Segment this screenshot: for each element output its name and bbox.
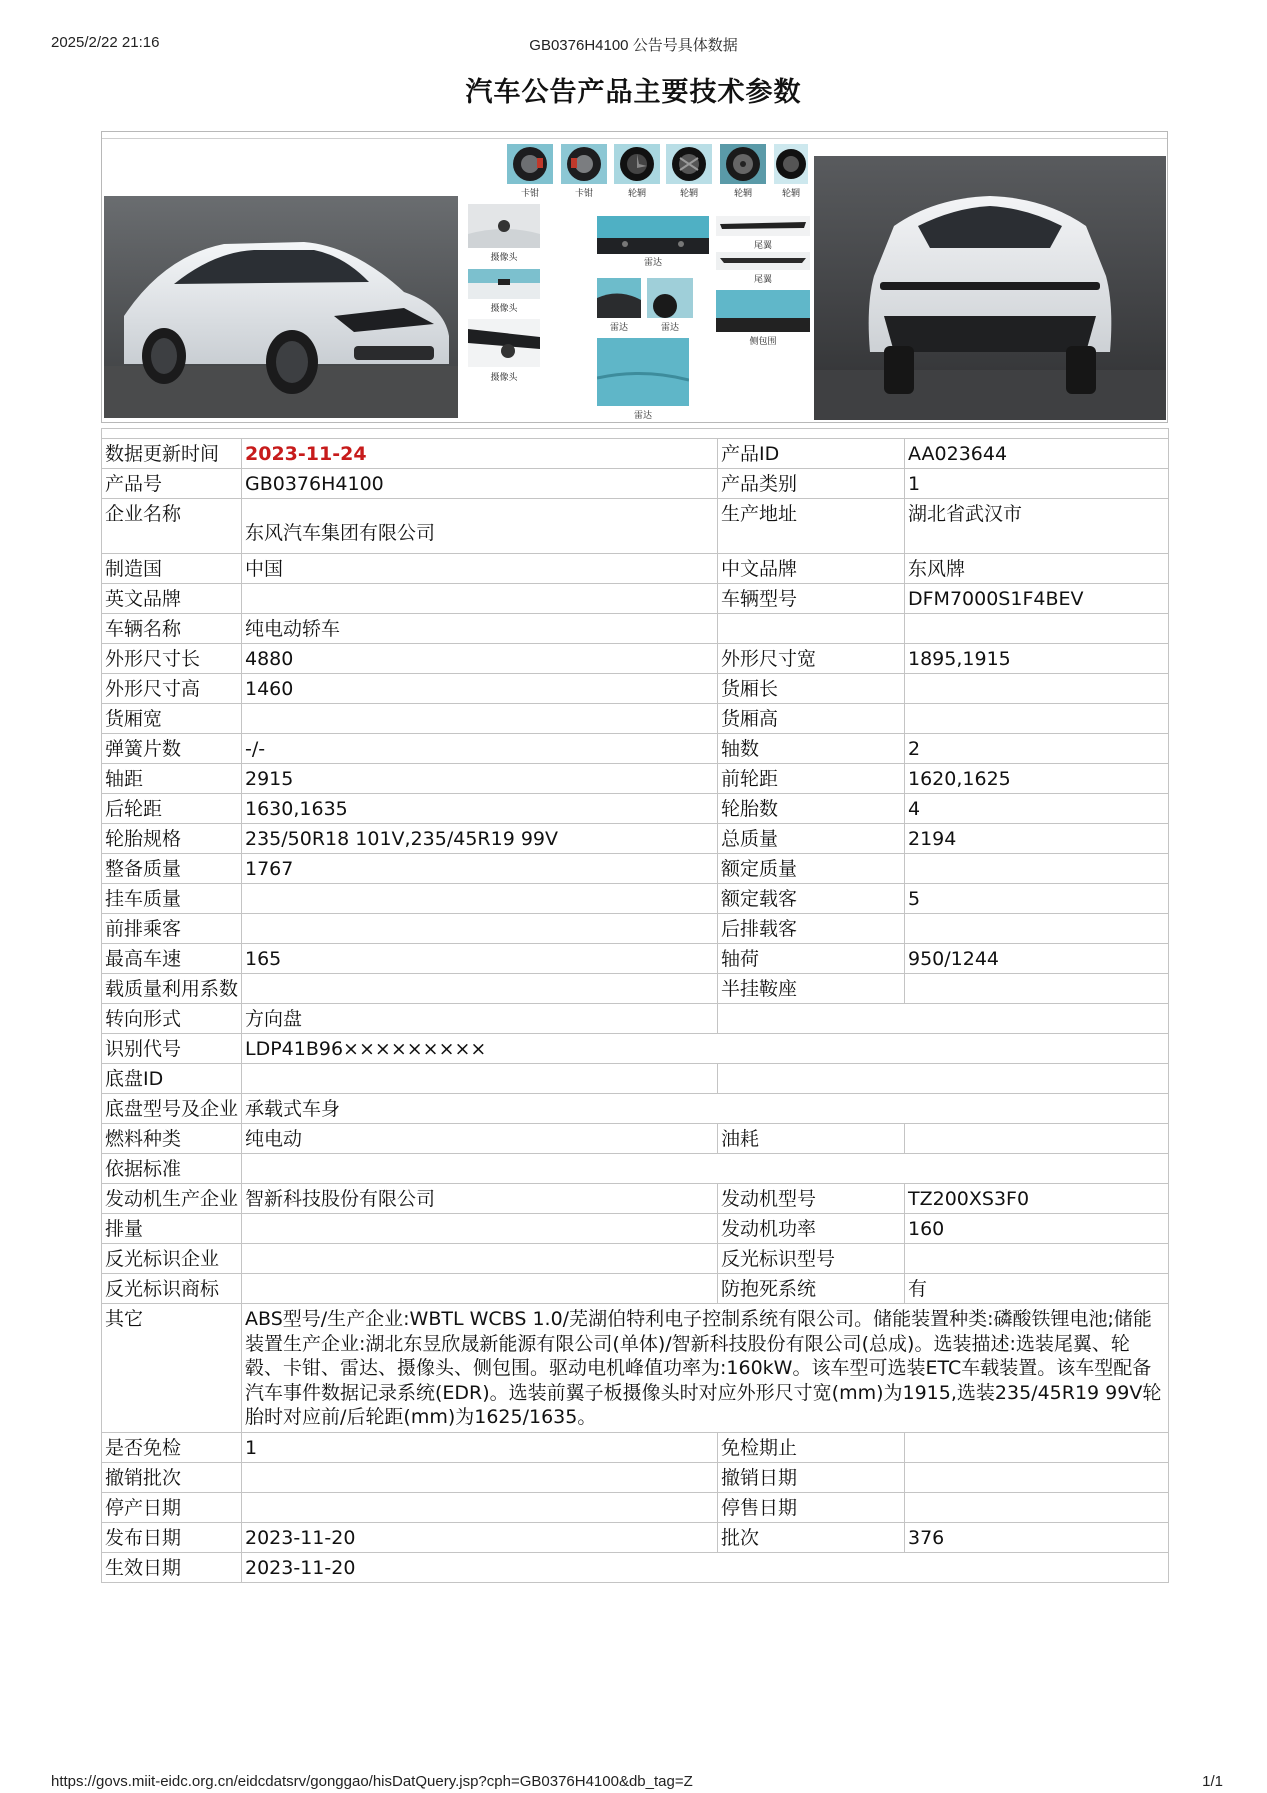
table-row xyxy=(102,1274,1169,1304)
table-row xyxy=(102,1492,1169,1522)
label-reflector-maker: 反光标识企业 xyxy=(102,1244,242,1274)
label-revoke-date: 撤销日期 xyxy=(718,1462,905,1492)
label-displacement: 排量 xyxy=(102,1214,242,1244)
value-standard xyxy=(242,1154,1169,1184)
label-brand-en: 英文品牌 xyxy=(102,584,242,614)
table-row xyxy=(102,824,1169,854)
value-springs: -/- xyxy=(242,734,718,764)
table-row xyxy=(102,1154,1169,1184)
rim-thumb-3 xyxy=(720,144,766,184)
detail-thumbnails xyxy=(464,144,810,421)
caption-caliper-1: 卡钳 xyxy=(520,189,539,199)
caption-radar-2: 雷达 xyxy=(609,323,628,333)
label-box-length: 货厢长 xyxy=(718,674,905,704)
radar-thumb-1 xyxy=(597,216,709,254)
value-axles: 2 xyxy=(905,734,1169,764)
caption-wing-1: 尾翼 xyxy=(753,241,772,251)
label-axle-load: 轴荷 xyxy=(718,944,905,974)
table-row xyxy=(102,704,1169,734)
caption-rim-3: 轮辋 xyxy=(733,189,752,199)
table-row xyxy=(102,439,1169,469)
caption-camera-3: 摄像头 xyxy=(490,373,518,383)
value-exempt: 1 xyxy=(242,1432,718,1462)
label-curb-mass: 整备质量 xyxy=(102,854,242,884)
value-update-time: 2023-11-24 xyxy=(242,439,718,469)
label-product-no: 产品号 xyxy=(102,469,242,499)
label-revoke-batch: 撤销批次 xyxy=(102,1462,242,1492)
table-row xyxy=(102,1184,1169,1214)
value-company: 东风汽车集团有限公司 xyxy=(242,499,718,554)
label-height: 外形尺寸高 xyxy=(102,674,242,704)
caption-caliper-2: 卡钳 xyxy=(574,189,593,199)
radar-thumb-4 xyxy=(597,338,689,406)
label-rated-passengers: 额定载客 xyxy=(718,884,905,914)
label-rear-track: 后轮距 xyxy=(102,794,242,824)
value-box-length xyxy=(905,674,1169,704)
label-box-width: 货厢宽 xyxy=(102,704,242,734)
rim-thumb-4 xyxy=(774,144,808,184)
value-product-id: AA023644 xyxy=(905,439,1169,469)
label-stop-prod: 停产日期 xyxy=(102,1492,242,1522)
label-front-passengers: 前排乘客 xyxy=(102,914,242,944)
table-row xyxy=(102,469,1169,499)
value-stop-sale xyxy=(905,1492,1169,1522)
value-effective: 2023-11-20 xyxy=(242,1552,1169,1582)
table-row xyxy=(102,974,1169,1004)
value-chassis-model: 承载式车身 xyxy=(242,1094,1169,1124)
value-rated-mass xyxy=(905,854,1169,884)
value-country: 中国 xyxy=(242,554,718,584)
value-steering: 方向盘 xyxy=(242,1004,718,1034)
caption-rim-4: 轮辋 xyxy=(781,189,800,199)
table-row xyxy=(102,914,1169,944)
table-row xyxy=(102,1552,1169,1582)
label-exempt: 是否免检 xyxy=(102,1432,242,1462)
label-abs: 防抱死系统 xyxy=(718,1274,905,1304)
table-row xyxy=(102,764,1169,794)
wing-thumb-1 xyxy=(716,216,810,236)
value-rear-track: 1630,1635 xyxy=(242,794,718,824)
value-saddle xyxy=(905,974,1169,1004)
value-revoke-batch xyxy=(242,1462,718,1492)
page-title: 汽车公告产品主要技术参数 xyxy=(465,77,802,108)
rim-thumb-1 xyxy=(614,144,660,184)
value-vin: LDP41B96××××××××× xyxy=(242,1034,1169,1064)
side-skirt-thumb xyxy=(716,290,810,332)
footer-url: https://govs.miit-eidc.org.cn/eidcdatsrv/gonggao/hisDatQuery.jsp?cph=GB0376H4100&db_tag=Z xyxy=(51,1773,693,1790)
label-engine-model: 发动机型号 xyxy=(718,1184,905,1214)
value-publish: 2023-11-20 xyxy=(242,1522,718,1552)
label-tyre-count: 轮胎数 xyxy=(718,794,905,824)
label-engine-maker: 发动机生产企业 xyxy=(102,1184,242,1214)
value-displacement xyxy=(242,1214,718,1244)
value-box-width xyxy=(242,704,718,734)
label-vin: 识别代号 xyxy=(102,1034,242,1064)
table-row xyxy=(102,1094,1169,1124)
value-height: 1460 xyxy=(242,674,718,704)
value-product-no: GB0376H4100 xyxy=(242,469,718,499)
value-gross-mass: 2194 xyxy=(905,824,1169,854)
value-length: 4880 xyxy=(242,644,718,674)
value-front-passengers xyxy=(242,914,718,944)
label-box-height: 货厢高 xyxy=(718,704,905,734)
value-front-track: 1620,1625 xyxy=(905,764,1169,794)
table-row xyxy=(102,734,1169,764)
label-top-speed: 最高车速 xyxy=(102,944,242,974)
label-rear-passengers: 后排载客 xyxy=(718,914,905,944)
label-consumption: 油耗 xyxy=(718,1124,905,1154)
value-abs: 有 xyxy=(905,1274,1169,1304)
label-load-factor: 载质量利用系数 xyxy=(102,974,242,1004)
table-row xyxy=(102,1214,1169,1244)
value-brand-cn: 东风牌 xyxy=(905,554,1169,584)
caption-wing-2: 尾翼 xyxy=(753,275,772,285)
value-box-height xyxy=(905,704,1169,734)
print-header-title: GB0376H4100 公告号具体数据 xyxy=(529,37,738,54)
label-exempt-until: 免检期止 xyxy=(718,1432,905,1462)
label-category: 产品类别 xyxy=(718,469,905,499)
caption-camera-1: 摄像头 xyxy=(490,253,518,263)
label-chassis-model: 底盘型号及企业 xyxy=(102,1094,242,1124)
value-stop-prod xyxy=(242,1492,718,1522)
caption-rim-2: 轮辋 xyxy=(679,189,698,199)
value-width: 1895,1915 xyxy=(905,644,1169,674)
table-row xyxy=(102,499,1169,554)
value-consumption xyxy=(905,1124,1169,1154)
label-effective: 生效日期 xyxy=(102,1552,242,1582)
value-fuel: 纯电动 xyxy=(242,1124,718,1154)
value-chassis-id xyxy=(242,1064,718,1094)
table-row xyxy=(102,944,1169,974)
value-engine-model: TZ200XS3F0 xyxy=(905,1184,1169,1214)
camera-thumb-2 xyxy=(468,269,540,299)
footer-page-number: 1/1 xyxy=(1202,1773,1223,1790)
value-address: 湖北省武汉市 xyxy=(905,499,1169,554)
table-row xyxy=(102,584,1169,614)
camera-thumb-3 xyxy=(468,319,540,367)
label-tyre-spec: 轮胎规格 xyxy=(102,824,242,854)
value-load-factor xyxy=(242,974,718,1004)
value-top-speed: 165 xyxy=(242,944,718,974)
caption-side-skirt: 侧包围 xyxy=(749,337,777,347)
value-trailer-mass xyxy=(242,884,718,914)
label-country: 制造国 xyxy=(102,554,242,584)
label-other: 其它 xyxy=(102,1304,242,1433)
value-engine-power: 160 xyxy=(905,1214,1169,1244)
caption-rim-1: 轮辋 xyxy=(627,189,646,199)
table-row xyxy=(102,1432,1169,1462)
value-other: ABS型号/生产企业:WBTL WCBS 1.0/芜湖伯特利电子控制系统有限公司。储能装置种类:磷酸铁锂电池;储能装置生产企业:湖北东昱欣晟新能源有限公司(单体)/智新科技股份有限公司(总成)。选装描述:选装尾翼、轮毂、卡钳、雷达、摄像头、侧包围。驱动电机峰值功率为:160kW。该车型可选装ETC车载装置。该车型配备汽车事件数据记录系统(EDR)。选装前翼子板摄像头时对应外形尺寸宽(mm)为1915,选装235/45R19 99V轮胎时对应前/后轮距(mm)为1625/1635。 xyxy=(242,1304,1169,1433)
label-width: 外形尺寸宽 xyxy=(718,644,905,674)
table-row xyxy=(102,1304,1169,1433)
value-reflector-maker xyxy=(242,1244,718,1274)
camera-thumb-1 xyxy=(468,204,540,248)
table-row xyxy=(102,554,1169,584)
value-reflector-mark xyxy=(242,1274,718,1304)
label-update-time: 数据更新时间 xyxy=(102,439,242,469)
radar-thumb-3 xyxy=(647,278,693,318)
caption-radar-3: 雷达 xyxy=(660,323,679,333)
value-exempt-until xyxy=(905,1432,1169,1462)
caliper-thumb-1 xyxy=(507,144,553,184)
table-row xyxy=(102,674,1169,704)
wing-thumb-2 xyxy=(716,252,810,270)
rim-thumb-2 xyxy=(666,144,712,184)
table-row xyxy=(102,854,1169,884)
table-row xyxy=(102,644,1169,674)
value-tyre-spec: 235/50R18 101V,235/45R19 99V xyxy=(242,824,718,854)
label-rated-mass: 额定质量 xyxy=(718,854,905,884)
label-company: 企业名称 xyxy=(102,499,242,554)
table-row xyxy=(102,1034,1169,1064)
label-reflector-mark: 反光标识商标 xyxy=(102,1274,242,1304)
label-steering: 转向形式 xyxy=(102,1004,242,1034)
label-brand-cn: 中文品牌 xyxy=(718,554,905,584)
label-trailer-mass: 挂车质量 xyxy=(102,884,242,914)
label-springs: 弹簧片数 xyxy=(102,734,242,764)
caption-radar-1: 雷达 xyxy=(643,258,662,268)
value-axle-load: 950/1244 xyxy=(905,944,1169,974)
label-front-track: 前轮距 xyxy=(718,764,905,794)
label-chassis-id: 底盘ID xyxy=(102,1064,242,1094)
value-wheelbase: 2915 xyxy=(242,764,718,794)
value-engine-maker: 智新科技股份有限公司 xyxy=(242,1184,718,1214)
label-saddle: 半挂鞍座 xyxy=(718,974,905,1004)
value-batch: 376 xyxy=(905,1522,1169,1552)
label-axles: 轴数 xyxy=(718,734,905,764)
label-reflector-model: 反光标识型号 xyxy=(718,1244,905,1274)
value-rear-passengers xyxy=(905,914,1169,944)
car-front-photo xyxy=(104,196,458,418)
label-wheelbase: 轴距 xyxy=(102,764,242,794)
table-row xyxy=(102,1462,1169,1492)
label-length: 外形尺寸长 xyxy=(102,644,242,674)
label-gross-mass: 总质量 xyxy=(718,824,905,854)
label-standard: 依据标准 xyxy=(102,1154,242,1184)
table-row xyxy=(102,614,1169,644)
radar-thumb-2 xyxy=(597,278,641,318)
table-row xyxy=(102,1124,1169,1154)
label-engine-power: 发动机功率 xyxy=(718,1214,905,1244)
label-publish: 发布日期 xyxy=(102,1522,242,1552)
caption-camera-2: 摄像头 xyxy=(490,304,518,314)
caption-radar-4: 雷达 xyxy=(633,411,652,421)
label-model: 车辆型号 xyxy=(718,584,905,614)
caliper-thumb-2 xyxy=(561,144,607,184)
label-product-id: 产品ID xyxy=(718,439,905,469)
value-rated-passengers: 5 xyxy=(905,884,1169,914)
value-reflector-model xyxy=(905,1244,1169,1274)
value-tyre-count: 4 xyxy=(905,794,1169,824)
table-row xyxy=(102,1522,1169,1552)
product-photos xyxy=(101,131,1168,423)
value-model: DFM7000S1F4BEV xyxy=(905,584,1169,614)
value-category: 1 xyxy=(905,469,1169,499)
label-stop-sale: 停售日期 xyxy=(718,1492,905,1522)
spec-table xyxy=(101,428,1169,1583)
value-brand-en xyxy=(242,584,718,614)
car-rear-photo xyxy=(814,156,1166,420)
label-batch: 批次 xyxy=(718,1522,905,1552)
print-timestamp: 2025/2/22 21:16 xyxy=(51,34,160,51)
value-vehicle-name: 纯电动轿车 xyxy=(242,614,718,644)
label-vehicle-name: 车辆名称 xyxy=(102,614,242,644)
value-curb-mass: 1767 xyxy=(242,854,718,884)
table-row xyxy=(102,1064,1169,1094)
label-address: 生产地址 xyxy=(718,499,905,554)
table-row xyxy=(102,1004,1169,1034)
table-row xyxy=(102,794,1169,824)
value-revoke-date xyxy=(905,1462,1169,1492)
table-row xyxy=(102,1244,1169,1274)
table-row xyxy=(102,884,1169,914)
label-fuel: 燃料种类 xyxy=(102,1124,242,1154)
